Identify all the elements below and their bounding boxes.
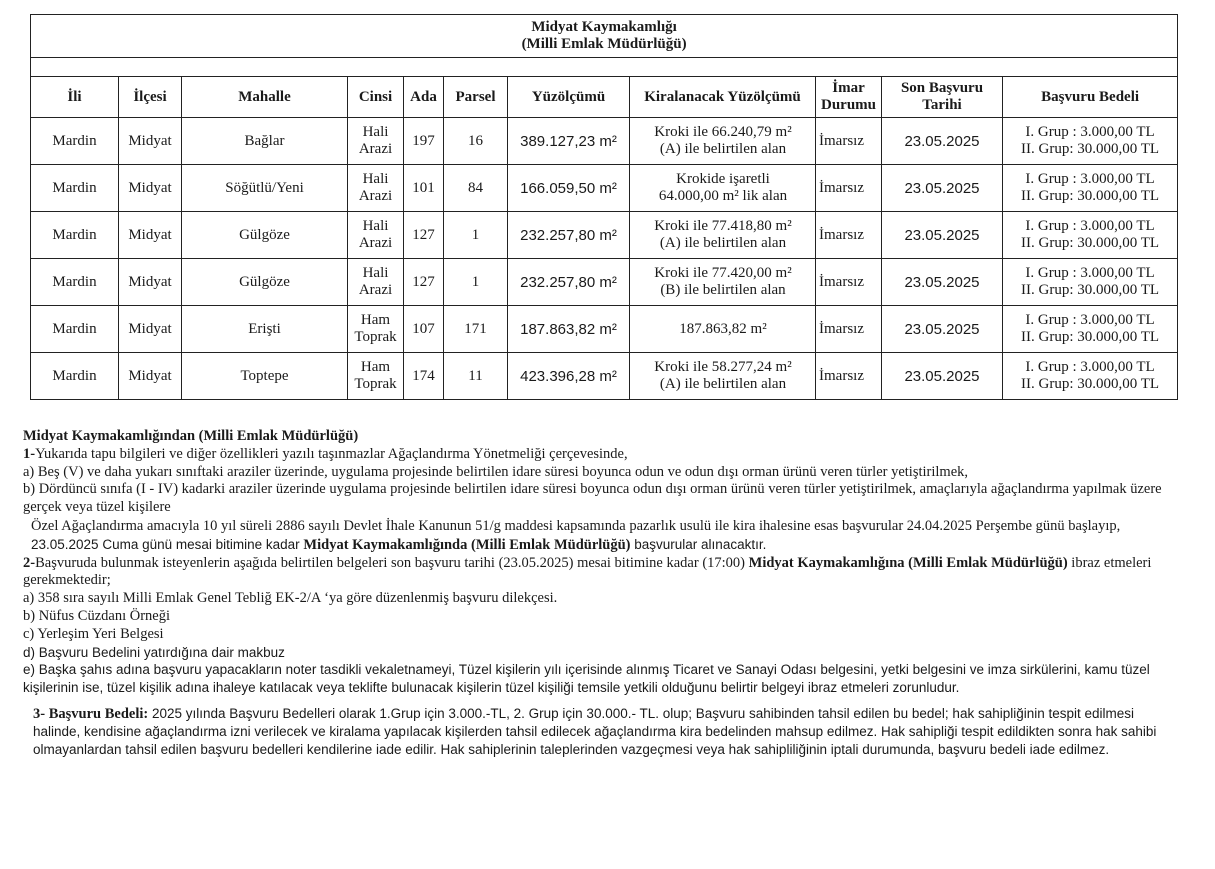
cell-bedel-line: II. Grup: 30.000,00 TL	[1021, 376, 1160, 392]
cell-parsel: 171	[444, 306, 508, 353]
cell-ada: 174	[404, 353, 444, 400]
cell-bedel	[1003, 165, 1178, 212]
section-text: Başvuruda bulunmak isteyenlerin aşağıda belirtilen belgeleri son başvuru tarihi (23.05.2025) mesai bitimine kadar (17:00)	[35, 554, 749, 571]
cell-bedel-line: II. Grup: 30.000,00 TL	[1021, 282, 1160, 298]
table-header-row	[31, 77, 1178, 118]
cell-yuzolcumu: 232.257,80 m²	[508, 212, 630, 259]
announcement-heading: Midyat Kaymakamlığından (Milli Emlak Müdürlüğü)	[23, 428, 359, 444]
cell-kira-line: Kroki ile 58.277,24 m²	[654, 359, 792, 375]
cell-cinsi-line: Arazi	[358, 235, 393, 251]
section-1-a: a) Beş (V) ve daha yukarı sınıftaki araziler üzerinde, uygulama projesinde belirtilen idare süresi boyunca odun ve odun dışı orman ürünü veren türler yetiştirilmek,	[23, 463, 969, 480]
table-row	[31, 353, 1178, 400]
section-2	[23, 555, 1163, 591]
section-1-c	[23, 517, 1163, 555]
cell-bedel-line: II. Grup: 30.000,00 TL	[1021, 235, 1160, 251]
cell-kira-line: Kroki ile 77.418,80 m²	[654, 218, 792, 234]
cell-yuzolcumu: 232.257,80 m²	[508, 259, 630, 306]
section-number: 1-	[23, 445, 36, 462]
cell-bedel	[1003, 118, 1178, 165]
cell-il: Mardin	[31, 165, 119, 212]
cell-il: Mardin	[31, 353, 119, 400]
cell-kira-line: Kroki ile 77.420,00 m²	[654, 265, 792, 281]
table-row	[31, 118, 1178, 165]
table-row	[31, 165, 1178, 212]
cell-yuzolcumu: 389.127,23 m²	[508, 118, 630, 165]
cell-bedel	[1003, 353, 1178, 400]
section-1	[23, 446, 1163, 464]
cell-mahalle: Bağlar	[182, 118, 348, 165]
section-3-label: 3- Başvuru Bedeli:	[33, 705, 149, 722]
office-name: Midyat Kaymakamlığına (Milli Emlak Müdürlüğü)	[748, 554, 1068, 571]
cell-cinsi	[348, 118, 404, 165]
blank-row	[31, 58, 1178, 77]
cell-ada: 127	[404, 259, 444, 306]
cell-parsel: 16	[444, 118, 508, 165]
column-header: Ada	[404, 77, 444, 118]
section-number: 2-	[23, 554, 36, 571]
cell-cinsi-line: Arazi	[358, 188, 393, 204]
cell-kira-line: (A) ile belirtilen alan	[659, 141, 787, 157]
cell-imar: İmarsız	[816, 353, 882, 400]
cell-mahalle: Gülgöze	[182, 259, 348, 306]
cell-tarih: 23.05.2025	[882, 259, 1003, 306]
cell-kira-line: (A) ile belirtilen alan	[659, 235, 787, 251]
column-header: Kiralanacak Yüzölçümü	[630, 77, 816, 118]
section-text: 23.05.2025 Cuma günü mesai bitimine kadar	[31, 536, 304, 552]
cell-ada: 101	[404, 165, 444, 212]
cell-bedel	[1003, 259, 1178, 306]
section-text: başvurular alınacaktır.	[630, 536, 767, 552]
announcement-text	[23, 428, 1163, 759]
cell-kira-line: Kroki ile 66.240,79 m²	[654, 124, 792, 140]
cell-cinsi-line: Arazi	[358, 141, 393, 157]
cell-imar: İmarsız	[816, 165, 882, 212]
section-2-a: a) 358 sıra sayılı Milli Emlak Genel Tebliğ EK-2/A ‘ya göre düzenlenmiş başvuru dilekçesi.	[23, 590, 558, 607]
cell-ada: 107	[404, 306, 444, 353]
cell-kira	[630, 353, 816, 400]
cell-cinsi-line: Toprak	[354, 376, 397, 392]
cell-cinsi-line: Hali	[362, 171, 389, 187]
cell-bedel-line: II. Grup: 30.000,00 TL	[1021, 141, 1160, 157]
column-header: İmar Durumu	[816, 77, 882, 118]
cell-cinsi	[348, 306, 404, 353]
column-header: İlçesi	[119, 77, 182, 118]
cell-cinsi-line: Hali	[362, 265, 389, 281]
cell-cinsi	[348, 165, 404, 212]
table-row	[31, 212, 1178, 259]
column-header: Başvuru Bedeli	[1003, 77, 1178, 118]
column-header: Son Başvuru Tarihi	[882, 77, 1003, 118]
cell-kira	[630, 212, 816, 259]
cell-il: Mardin	[31, 212, 119, 259]
cell-kira	[630, 306, 816, 353]
column-header: Yüzölçümü	[508, 77, 630, 118]
cell-il: Mardin	[31, 306, 119, 353]
cell-il: Mardin	[31, 259, 119, 306]
cell-mahalle: Söğütlü/Yeni	[182, 165, 348, 212]
column-header: Cinsi	[348, 77, 404, 118]
cell-cinsi-line: Hali	[362, 218, 389, 234]
cell-yuzolcumu: 166.059,50 m²	[508, 165, 630, 212]
cell-bedel-line: I. Grup : 3.000,00 TL	[1025, 312, 1155, 328]
section-text: Özel Ağaçlandırma amacıyla 10 yıl süreli 2886 sayılı Devlet İhale Kanunun 51/g maddesi kapsamında pazarlık usulü ile kira ihalesine esas başvurular 24.04.2025 Perşembe günü başlayıp,	[31, 517, 1121, 534]
cell-bedel-line: I. Grup : 3.000,00 TL	[1025, 171, 1155, 187]
cell-ilce: Midyat	[119, 165, 182, 212]
cell-ada: 197	[404, 118, 444, 165]
document-title: Midyat Kaymakamlığı	[531, 19, 677, 35]
cell-yuzolcumu: 423.396,28 m²	[508, 353, 630, 400]
cell-imar: İmarsız	[816, 306, 882, 353]
cell-bedel-line: I. Grup : 3.000,00 TL	[1025, 218, 1155, 234]
cell-kira	[630, 259, 816, 306]
cell-parsel: 1	[444, 259, 508, 306]
cell-tarih: 23.05.2025	[882, 165, 1003, 212]
cell-ada: 127	[404, 212, 444, 259]
cell-ilce: Midyat	[119, 118, 182, 165]
table-title-row	[31, 15, 1178, 58]
cell-cinsi	[348, 353, 404, 400]
cell-ilce: Midyat	[119, 306, 182, 353]
cell-bedel	[1003, 212, 1178, 259]
cell-parsel: 11	[444, 353, 508, 400]
table-row	[31, 306, 1178, 353]
cell-kira-line: 64.000,00 m² lik alan	[658, 188, 788, 204]
cell-parsel: 1	[444, 212, 508, 259]
cell-imar: İmarsız	[816, 212, 882, 259]
cell-cinsi-line: Toprak	[354, 329, 397, 345]
column-header: İli	[31, 77, 119, 118]
cell-bedel	[1003, 306, 1178, 353]
cell-ilce: Midyat	[119, 259, 182, 306]
column-header: Parsel	[444, 77, 508, 118]
column-header: Mahalle	[182, 77, 348, 118]
cell-kira	[630, 165, 816, 212]
cell-bedel-line: II. Grup: 30.000,00 TL	[1021, 329, 1160, 345]
cell-cinsi-line: Ham	[360, 359, 391, 375]
cell-tarih: 23.05.2025	[882, 212, 1003, 259]
section-2-c: c) Yerleşim Yeri Belgesi	[23, 625, 164, 642]
section-text: Yukarıda tapu bilgileri ve diğer özellikleri yazılı taşınmazlar Ağaçlandırma Yönetmeliği çerçevesinde,	[35, 445, 628, 462]
cell-il: Mardin	[31, 118, 119, 165]
cell-ilce: Midyat	[119, 353, 182, 400]
cell-tarih: 23.05.2025	[882, 353, 1003, 400]
cell-imar: İmarsız	[816, 259, 882, 306]
cell-kira-line: (B) ile belirtilen alan	[660, 282, 786, 298]
cell-tarih: 23.05.2025	[882, 118, 1003, 165]
cell-bedel-line: I. Grup : 3.000,00 TL	[1025, 124, 1155, 140]
cell-mahalle: Erişti	[182, 306, 348, 353]
cell-cinsi-line: Arazi	[358, 282, 393, 298]
section-3	[23, 705, 1163, 759]
cell-cinsi	[348, 212, 404, 259]
cell-kira-line: 187.863,82 m²	[679, 320, 767, 337]
document-subtitle: (Milli Emlak Müdürlüğü)	[521, 36, 687, 52]
section-2-e: e) Başka şahıs adına başvuru yapacakların noter tasdikli vekaletnameyi, Tüzel kişilerin yılı içerisinde alınmış Ticaret ve Sanayi Odası belgesini, yetki belgesini ve imza sirkülerini, kamu tüzel kişilerinin ise, tüzel kişilik adına ihaleye katılacak veya teklifte bulunacak kişilerin tüzel kişiliği temsile yetkili olduğunu belirtir belgeyi ibraz etmeleri zorunludur.	[23, 662, 1150, 696]
cell-bedel-line: I. Grup : 3.000,00 TL	[1025, 265, 1155, 281]
cell-cinsi-line: Ham	[360, 312, 391, 328]
cell-yuzolcumu: 187.863,82 m²	[508, 306, 630, 353]
table-body	[31, 118, 1178, 400]
table-row	[31, 259, 1178, 306]
section-2-b: b) Nüfus Cüzdanı Örneği	[23, 607, 170, 624]
cell-bedel-line: I. Grup : 3.000,00 TL	[1025, 359, 1155, 375]
cell-tarih: 23.05.2025	[882, 306, 1003, 353]
office-name: Midyat Kaymakamlığında (Milli Emlak Müdürlüğü)	[303, 536, 631, 553]
cell-mahalle: Toptepe	[182, 353, 348, 400]
cell-mahalle: Gülgöze	[182, 212, 348, 259]
section-1-b: b) Dördüncü sınıfa (I - IV) kadarki araziler üzerinde uygulama projesinde belirtilen idare süresi boyunca odun dışı orman ürünü veren türler yetiştirilmek, amaçlarıyla ağaçlandırma yapılmak üzere gerçek veya tüzel kişilere	[23, 481, 1162, 516]
cell-kira-line: (A) ile belirtilen alan	[659, 376, 787, 392]
cell-bedel-line: II. Grup: 30.000,00 TL	[1021, 188, 1160, 204]
cell-cinsi	[348, 259, 404, 306]
property-table	[30, 14, 1178, 400]
cell-ilce: Midyat	[119, 212, 182, 259]
section-2-d: d) Başvuru Bedelini yatırdığına dair makbuz	[23, 644, 285, 660]
cell-kira	[630, 118, 816, 165]
section-text: 2025 yılında Başvuru Bedelleri olarak 1.Grup için 3.000.-TL, 2. Grup için 30.000.- TL. olup; Başvuru sahibinden tahsil edilen bu bedel; hak sahipliğinin tespit edilmesi halinde, kendisine ağaçlandırma izni verilecek ve kiralama yapılacak kişilerden tahsil edilecek ağaçlandırma kira bedelinden mahsup edilmez. Hak sahipliği tespit edildikten sonra hak sahibi olmayanlardan tahsil edilen başvuru bedelleri kendilerine iade edilir. Hak sahiplerinin taleplerinden vazgeçmesi veya hak sahipliliğinin iptali durumunda, başvuru bedeli iade edilmez.	[33, 705, 1157, 757]
cell-cinsi-line: Hali	[362, 124, 389, 140]
section-text: ibraz etmeleri gerekmektedir;	[23, 554, 1152, 589]
cell-kira-line: Krokide işaretli	[676, 171, 770, 187]
cell-imar: İmarsız	[816, 118, 882, 165]
cell-parsel: 84	[444, 165, 508, 212]
